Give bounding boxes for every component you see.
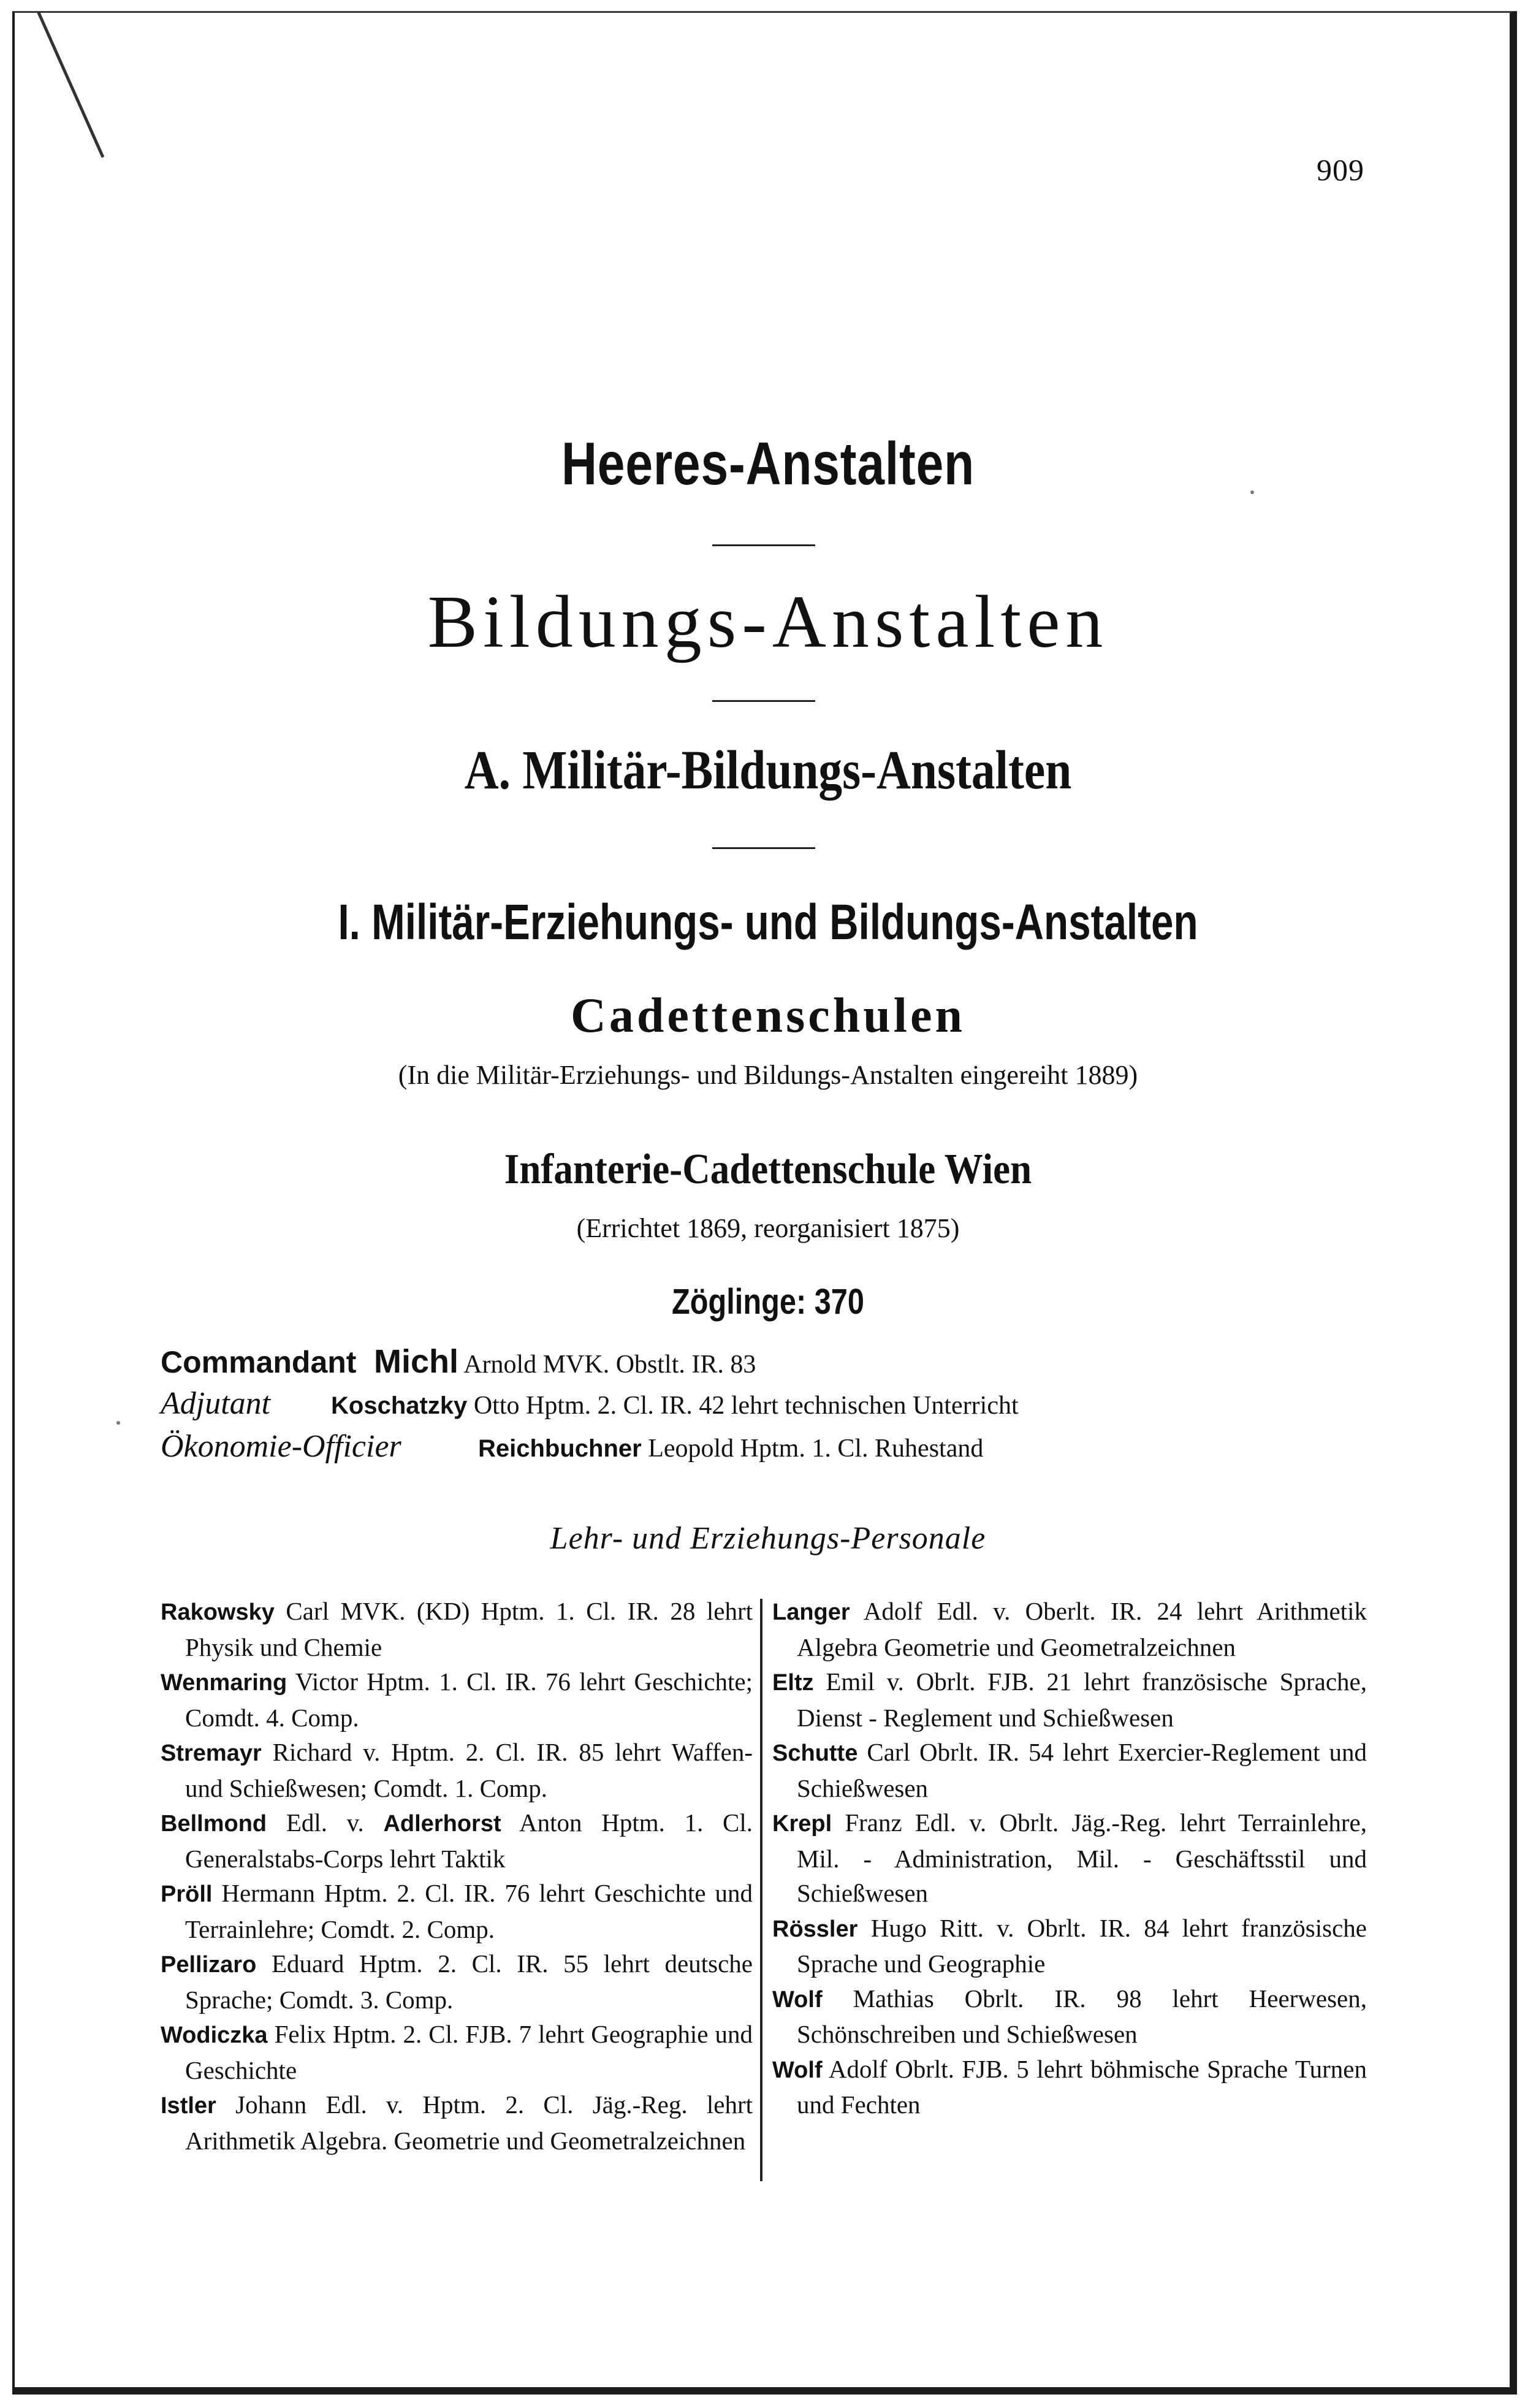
personnel-surname-second: Adlerhorst — [383, 1811, 501, 1837]
personnel-surname: Pröll — [161, 1881, 213, 1907]
personnel-surname: Wolf — [772, 1986, 823, 2013]
personnel-entry — [772, 1911, 1367, 1981]
heading-erziehungs-anstalten: I. Militär-Erziehungs- und Bildungs-Anstalten — [338, 894, 1198, 950]
personnel-details: Emil v. Obrlt. FJB. 21 lehrt französische Sprache, Dienst - Reglement und Schießwesen — [797, 1667, 1367, 1732]
staff-commandant — [161, 1343, 1386, 1381]
personnel-entry — [772, 1735, 1367, 1805]
divider-rule — [712, 544, 815, 546]
personnel-column-left — [161, 1594, 753, 2158]
personnel-entry — [772, 1664, 1367, 1735]
school-founding-note: (Errichtet 1869, reorganisiert 1875) — [576, 1213, 960, 1243]
personnel-surname: Bellmond — [161, 1811, 267, 1837]
heading-heeres-anstalten: Heeres-Anstalten — [561, 430, 975, 497]
personnel-heading: Lehr- und Erziehungs-Personale — [550, 1521, 986, 1556]
heading-cadettenschulen: Cadettenschulen — [571, 989, 965, 1043]
scan-speck — [116, 1421, 120, 1425]
personnel-surname: Krepl — [772, 1811, 832, 1837]
personnel-surname: Istler — [161, 2093, 216, 2119]
staff-adjutant — [161, 1385, 1386, 1422]
staff-oekonomie-officier — [161, 1428, 1386, 1465]
staff-role: Commandant — [161, 1345, 357, 1379]
staff-details: Otto Hptm. 2. Cl. IR. 42 lehrt technischen Unterricht — [473, 1392, 1019, 1420]
personnel-entry — [772, 1594, 1367, 1664]
cadettenschulen-note: (In die Militär-Erziehungs- und Bildungs-Anstalten eingereiht 1889) — [398, 1060, 1138, 1090]
personnel-details: Franz Edl. v. Obrlt. Jäg.-Reg. lehrt Terrainlehre, Mil. - Administration, Mil. - Geschäftsstil und Schießwesen — [797, 1808, 1367, 1907]
personnel-details: Edl. v. — [286, 1808, 364, 1837]
staff-surname: Reichbuchner — [478, 1435, 642, 1462]
heading-militaer-bildungs-anstalten: A. Militär-Bildungs-Anstalten — [464, 740, 1072, 801]
personnel-details: Richard v. Hptm. 2. Cl. IR. 85 lehrt Waffen- und Schießwesen; Comdt. 1. Comp. — [185, 1738, 753, 1802]
personnel-details: Carl Obrlt. IR. 54 lehrt Exercier-Reglement und Schießwesen — [797, 1738, 1367, 1802]
personnel-surname: Stremayr — [161, 1740, 262, 1766]
staff-role: Adjutant — [161, 1386, 271, 1421]
personnel-entry — [161, 1664, 753, 1735]
page-number: 909 — [1317, 153, 1364, 187]
heading-school-name: Infanterie-Cadettenschule Wien — [504, 1146, 1032, 1193]
personnel-entry — [772, 1805, 1367, 1911]
personnel-surname: Langer — [772, 1599, 850, 1625]
personnel-details: Victor Hptm. 1. Cl. IR. 76 lehrt Geschichte; Comdt. 4. Comp. — [185, 1667, 753, 1732]
heading-bildungs-anstalten: Bildungs-Anstalten — [427, 581, 1109, 663]
personnel-details: Hugo Ritt. v. Obrlt. IR. 84 lehrt französische Sprache und Geographie — [797, 1913, 1367, 1978]
personnel-column-right — [772, 1594, 1367, 2122]
personnel-surname: Wenmaring — [161, 1670, 287, 1696]
personnel-entry — [161, 1805, 753, 1876]
personnel-entry — [772, 2052, 1367, 2122]
personnel-entry — [161, 2087, 753, 2158]
personnel-details: Eduard Hptm. 2. Cl. IR. 55 lehrt deutsche Sprache; Comdt. 3. Comp. — [185, 1949, 753, 2014]
staff-details: Leopold Hptm. 1. Cl. Ruhestand — [648, 1435, 984, 1463]
personnel-details: Johann Edl. v. Hptm. 2. Cl. Jäg.-Reg. lehrt Arithmetik Algebra. Geometrie und Geometralzeichnen — [185, 2090, 753, 2155]
personnel-details: Hermann Hptm. 2. Cl. IR. 76 lehrt Geschichte und Terrainlehre; Comdt. 2. Comp. — [185, 1879, 753, 1943]
personnel-surname: Wolf — [772, 2057, 823, 2083]
personnel-entry — [161, 2017, 753, 2087]
personnel-details: Adolf Obrlt. FJB. 5 lehrt böhmische Sprache Turnen und Fechten — [797, 2054, 1367, 2119]
personnel-details: Carl MVK. (KD) Hptm. 1. Cl. IR. 28 lehrt Physik und Chemie — [185, 1597, 753, 1661]
personnel-entry — [161, 1876, 753, 1946]
personnel-details-second: Anton Hptm. 1. Cl. Generalstabs-Corps lehrt Taktik — [185, 1808, 753, 1873]
staff-role: Ökonomie-Officier — [161, 1429, 401, 1464]
column-divider — [760, 1599, 762, 2181]
pupil-count: Zöglinge: 370 — [671, 1282, 865, 1322]
divider-rule — [712, 847, 815, 849]
staff-surname: Koschatzky — [331, 1392, 468, 1419]
personnel-surname: Pellizaro — [161, 1952, 257, 1978]
personnel-surname: Rössler — [772, 1916, 858, 1942]
staff-surname: Michl — [374, 1343, 459, 1380]
staff-details: Arnold MVK. Obstlt. IR. 83 — [463, 1351, 756, 1379]
personnel-entry — [161, 1594, 753, 1664]
personnel-entry — [161, 1735, 753, 1805]
personnel-entry — [772, 1981, 1367, 2052]
personnel-details: Felix Hptm. 2. Cl. FJB. 7 lehrt Geographie und Geschichte — [185, 2020, 753, 2084]
personnel-surname: Schutte — [772, 1740, 858, 1766]
personnel-surname: Rakowsky — [161, 1599, 275, 1625]
personnel-surname: Wodiczka — [161, 2022, 268, 2048]
personnel-surname: Eltz — [772, 1670, 814, 1696]
divider-rule — [712, 700, 815, 702]
personnel-entry — [161, 1946, 753, 2017]
personnel-details: Mathias Obrlt. IR. 98 lehrt Heerwesen, Schönschreiben und Schießwesen — [797, 1984, 1367, 2048]
personnel-details: Adolf Edl. v. Oberlt. IR. 24 lehrt Arithmetik Algebra Geometrie und Geometralzeichnen — [797, 1597, 1367, 1661]
